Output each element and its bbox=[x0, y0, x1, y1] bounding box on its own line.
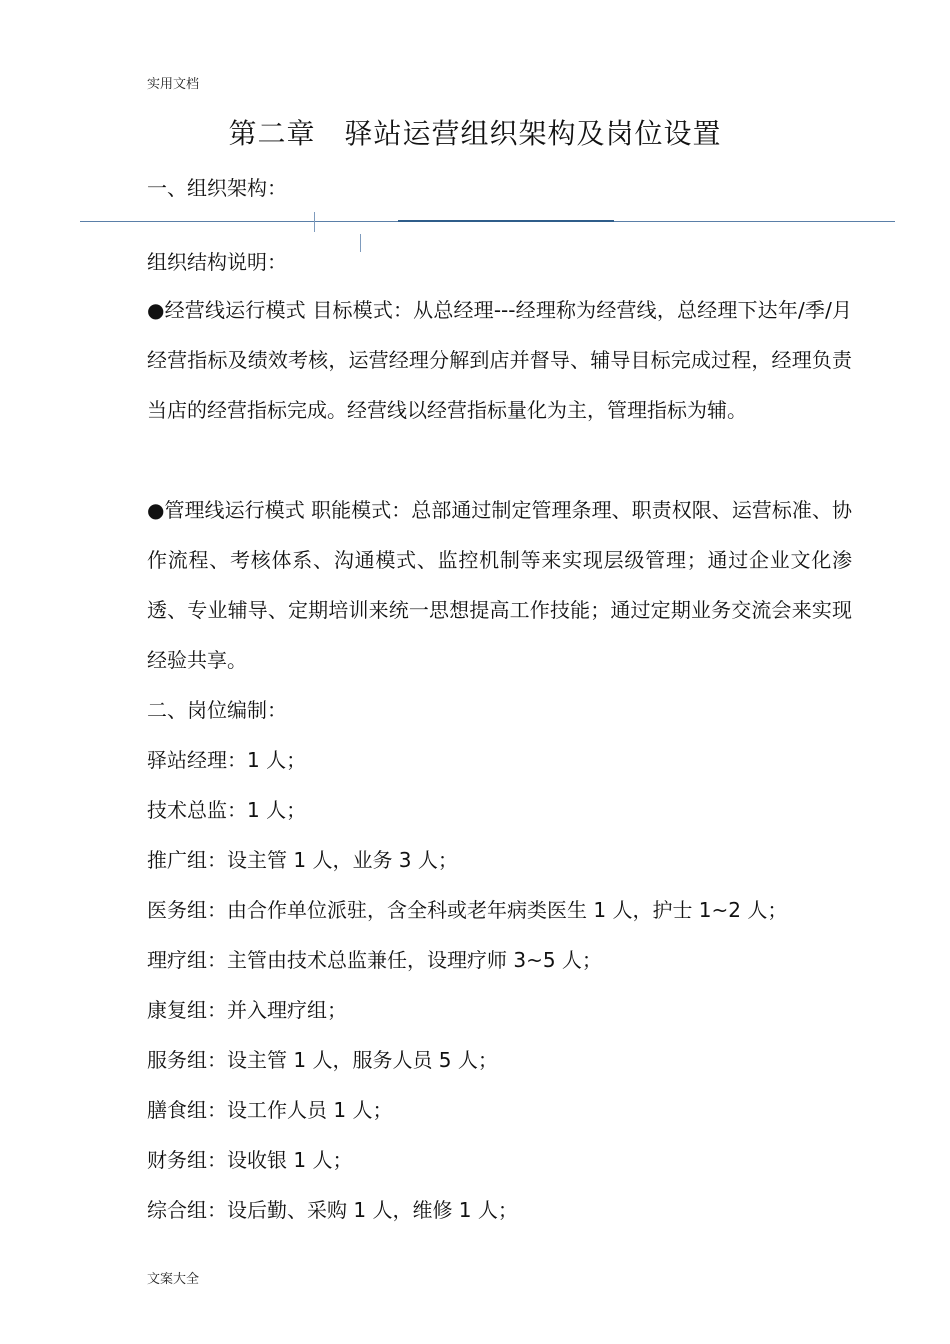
position-item: 综合组：设后勤、采购 1 人，维修 1 人； bbox=[147, 1198, 518, 1222]
position-item: 康复组：并入理疗组； bbox=[147, 998, 347, 1022]
page-footer: 文案大全 bbox=[147, 1272, 200, 1287]
org-chart-line-thick bbox=[398, 220, 614, 222]
position-item: 驿站经理：1 人； bbox=[147, 748, 307, 772]
position-item: 医务组：由合作单位派驻，含全科或老年病类医生 1 人，护士 1~2 人； bbox=[147, 898, 788, 922]
org-chart-connector bbox=[314, 212, 315, 232]
section-heading-org: 一、组织架构： bbox=[147, 176, 287, 200]
org-note-heading: 组织结构说明： bbox=[147, 250, 287, 274]
position-item: 理疗组：主管由技术总监兼任，设理疗师 3~5 人； bbox=[147, 948, 602, 972]
position-item: 推广组：设主管 1 人，业务 3 人； bbox=[147, 848, 458, 872]
section-heading-positions: 二、岗位编制： bbox=[147, 698, 287, 722]
position-item: 财务组：设收银 1 人； bbox=[147, 1148, 353, 1172]
position-item: 技术总监：1 人； bbox=[147, 798, 307, 822]
paragraph-business-line: ●经营线运行模式 目标模式：从总经理---经理称为经营线，总经理下达年/季/月经营指标及绩效考核，运营经理分解到店并督导、辅导目标完成过程，经理负责当店的经营指标完成。经营线以经营指标量化为主，管理指标为辅。 bbox=[147, 298, 852, 422]
position-item: 膳食组：设工作人员 1 人； bbox=[147, 1098, 393, 1122]
position-item: 服务组：设主管 1 人，服务人员 5 人； bbox=[147, 1048, 498, 1072]
chapter-title: 第二章 驿站运营组织架构及岗位设置 bbox=[228, 117, 722, 150]
page-header: 实用文档 bbox=[147, 77, 200, 92]
paragraph-management-line: ●管理线运行模式 职能模式：总部通过制定管理条理、职责权限、运营标准、协作流程、考核体系、沟通模式、监控机制等来实现层级管理；通过企业文化渗透、专业辅导、定期培训来统一思想提高工作技能；通过定期业务交流会来实现经验共享。 bbox=[147, 498, 852, 672]
